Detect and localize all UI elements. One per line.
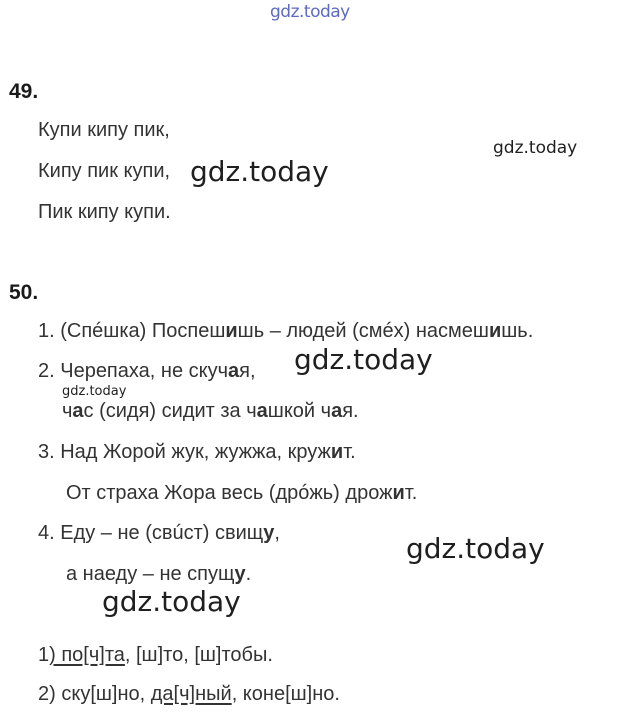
text-segment: а наеду – не спущ [66, 563, 235, 585]
poem-line-2: Кипу пик купи, [38, 160, 171, 182]
sentence-3b [66, 482, 417, 505]
exercise-49-number: 49. [9, 80, 39, 103]
ending-letter: и [330, 441, 344, 463]
watermark: gdz.today [294, 343, 433, 376]
text-segment: 2) ску[ш]но, [38, 683, 151, 705]
transcription-line-2 [38, 683, 340, 706]
sentence-3a [38, 441, 356, 464]
watermark-top: gdz.today [270, 2, 350, 22]
text-segment: с (сидя) сидит за ч [83, 400, 257, 422]
sentence-2a [38, 360, 256, 383]
root-letter: а [72, 400, 84, 422]
sentence-4a [38, 522, 280, 545]
text-segment: 1 [38, 644, 50, 666]
text-segment: . [245, 563, 252, 585]
ending-letter: и [488, 320, 502, 342]
text-segment: От страха Жора весь (дрóжь) дрож [66, 482, 393, 504]
watermark: gdz.today [190, 155, 329, 188]
sentence-1 [38, 320, 533, 343]
watermark: gdz.today [62, 384, 127, 399]
text-segment: т. [404, 482, 418, 504]
text-segment: я, [239, 360, 256, 382]
text-segment: ч [62, 400, 73, 422]
sentence-4b [66, 563, 251, 586]
transcription-line-1 [38, 644, 273, 667]
watermark: gdz.today [406, 532, 545, 565]
text-segment: 1. (Спéшка) Поспеш [38, 320, 226, 342]
text-segment: , [274, 522, 280, 544]
underlined-word: ) по[ч]та [49, 644, 125, 666]
text-segment: 4. Еду – не (свúст) свищ [38, 522, 264, 544]
ending-letter: и [225, 320, 238, 342]
ending-letter: а [228, 360, 240, 382]
watermark: gdz.today [493, 138, 578, 158]
root-letter: а [256, 400, 268, 422]
underlined-word: да[ч]ный [150, 683, 232, 705]
text-segment: я. [342, 400, 359, 422]
text-segment: шкой ч [267, 400, 332, 422]
ending-letter: у [263, 522, 275, 544]
poem-line-3: Пик кипу купи. [38, 201, 171, 223]
ending-letter: у [234, 563, 246, 585]
poem-line-1: Купи кипу пик, [38, 119, 170, 141]
root-letter: а [331, 400, 343, 422]
text-segment: 3. Над Жорой жук, жужжа, круж [38, 441, 331, 463]
text-segment: т. [343, 441, 356, 463]
text-segment: , [ш]то, [ш]тобы. [124, 644, 273, 666]
text-segment: шь – людей (смéх) насмеш [237, 320, 489, 342]
ending-letter: и [392, 482, 405, 504]
text-segment: шь. [501, 320, 534, 342]
text-segment: 2. Черепаха, не скуч [38, 360, 229, 382]
exercise-50-number: 50. [9, 281, 39, 304]
sentence-2b [62, 400, 359, 423]
watermark: gdz.today [102, 585, 241, 618]
text-segment: , коне[ш]но. [231, 683, 340, 705]
